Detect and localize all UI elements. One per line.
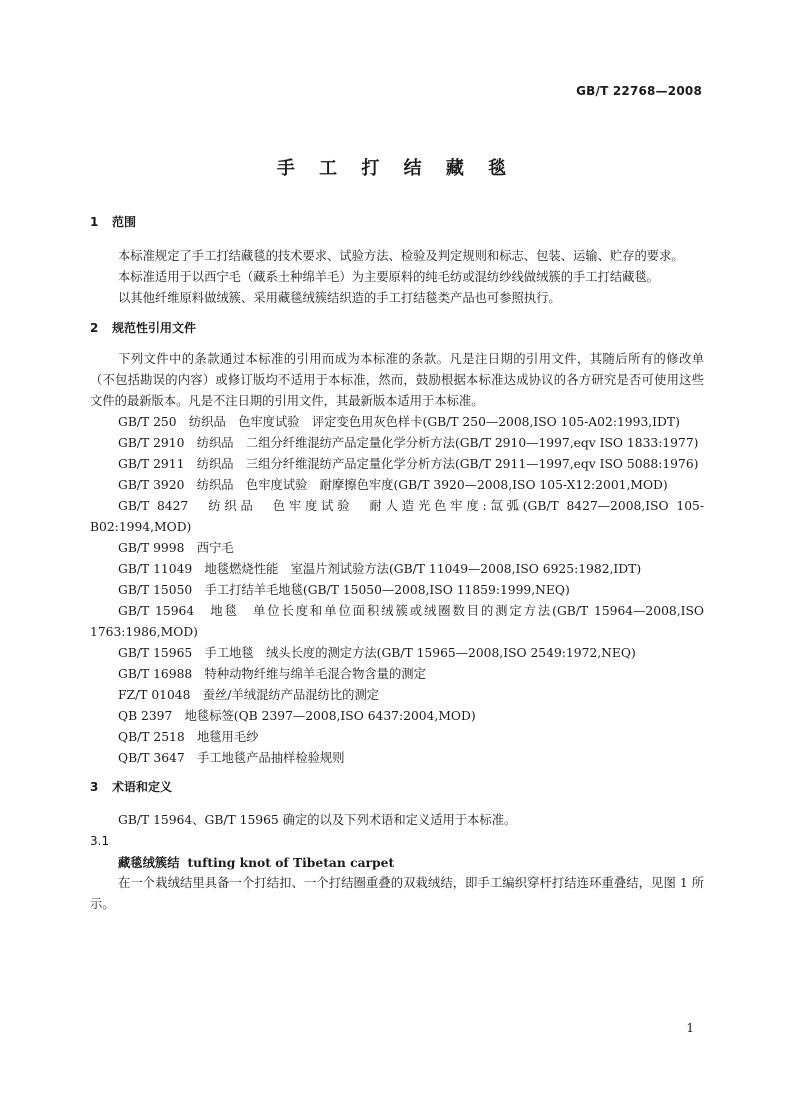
reference-item: FZ/T 01048 蚕丝/羊绒混纺产品混纺比的测定 — [118, 688, 380, 702]
reference-item: GB/T 2910 纺织品 二组分纤维混纺产品定量化学分析方法(GB/T 2910—1997,eqv ISO 1833:1977) — [118, 436, 699, 450]
section-title: 术语和定义 — [112, 780, 173, 794]
reference-item: GB/T 15050 手工打结羊毛地毯(GB/T 15050—2008,ISO 11859:1999,NEQ) — [118, 583, 570, 597]
reference-item: GB/T 250 纺织品 色牢度试验 评定变色用灰色样卡(GB/T 250—2008,ISO 105-A02:1993,IDT) — [118, 415, 680, 429]
clause-number: 3.1 — [90, 834, 110, 848]
reference-item: QB 2397 地毯标签(QB 2397—2008,ISO 6437:2004,MOD) — [118, 709, 476, 723]
paragraph: 下列文件中的条款通过本标准的引用而成为本标准的条款。凡是注日期的引用文件，其随后所有的修改单（不包括勘误的内容）或修订版均不适用于本标准，然而，鼓励根据本标准达成协议的各方研究是否可使用这些文件的最新版本。凡是不注日期的引用文件，其最新版本适用于本标准。 — [90, 352, 704, 408]
reference-item: GB/T 15964 地毯 单位长度和单位面积绒簇或绒圈数目的测定方法(GB/T 15964—2008,ISO 1763:1986,MOD) — [90, 604, 704, 639]
section-heading-normative-references — [90, 318, 704, 339]
reference-item: QB/T 3647 手工地毯产品抽样检验规则 — [118, 751, 345, 765]
paragraph: GB/T 15964、GB/T 15965 确定的以及下列术语和定义适用于本标准。 — [118, 813, 517, 827]
term-definition: 在一个栽绒结里具备一个打结扣、一个打结圈重叠的双栽绒结，即手工编织穿杆打结连环重叠结，见图 1 所示。 — [90, 876, 704, 911]
section-number: 1 — [90, 215, 99, 229]
reference-item: GB/T 15965 手工地毯 绒头长度的测定方法(GB/T 15965—2008,ISO 2549:1972,NEQ) — [118, 646, 636, 660]
reference-item: GB/T 11049 地毯燃烧性能 室温片剂试验方法(GB/T 11049—2008,ISO 6925:1982,IDT) — [118, 562, 642, 576]
paragraph: 本标准规定了手工打结藏毯的技术要求、试验方法、检验及判定规则和标志、包装、运输、贮存的要求。 — [118, 249, 684, 263]
reference-item: GB/T 2911 纺织品 三组分纤维混纺产品定量化学分析方法(GB/T 2911—1997,eqv ISO 5088:1976) — [118, 457, 699, 471]
section-title: 规范性引用文件 — [112, 321, 197, 335]
section-heading-scope — [90, 212, 704, 233]
standard-code: GB/T 22768—2008 — [576, 84, 702, 98]
document-title: 手 工 打 结 藏 毯 — [276, 158, 516, 179]
reference-item: GB/T 8427 纺织品 色牢度试验 耐人造光色牢度:氙弧(GB/T 8427—2008,ISO 105-B02:1994,MOD) — [90, 499, 704, 534]
section-number: 2 — [90, 321, 99, 335]
section-heading-terms-and-definitions — [90, 777, 704, 798]
reference-item: QB/T 2518 地毯用毛纱 — [118, 730, 259, 744]
term-entry — [90, 852, 704, 873]
paragraph: 以其他纤维原料做绒簇、采用藏毯绒簇结织造的手工打结毯类产品也可参照执行。 — [118, 291, 561, 305]
document-body — [90, 212, 704, 915]
term-chinese: 藏毯绒簇结 — [118, 855, 180, 870]
paragraph: 本标准适用于以西宁毛（藏系土种绵羊毛）为主要原料的纯毛纺或混纺纱线做绒簇的手工打结藏毯。 — [118, 270, 660, 284]
reference-item: GB/T 16988 特种动物纤维与绵羊毛混合物含量的测定 — [118, 667, 426, 681]
section-number: 3 — [90, 780, 99, 794]
reference-list — [90, 412, 704, 769]
reference-item: GB/T 3920 纺织品 色牢度试验 耐摩擦色牢度(GB/T 3920—2008,ISO 105-X12:2001,MOD) — [118, 478, 668, 492]
term-english: tufting knot of Tibetan carpet — [187, 855, 395, 870]
section-title: 范围 — [112, 215, 137, 229]
page-number: 1 — [686, 1021, 694, 1035]
reference-item: GB/T 9998 西宁毛 — [118, 541, 234, 555]
